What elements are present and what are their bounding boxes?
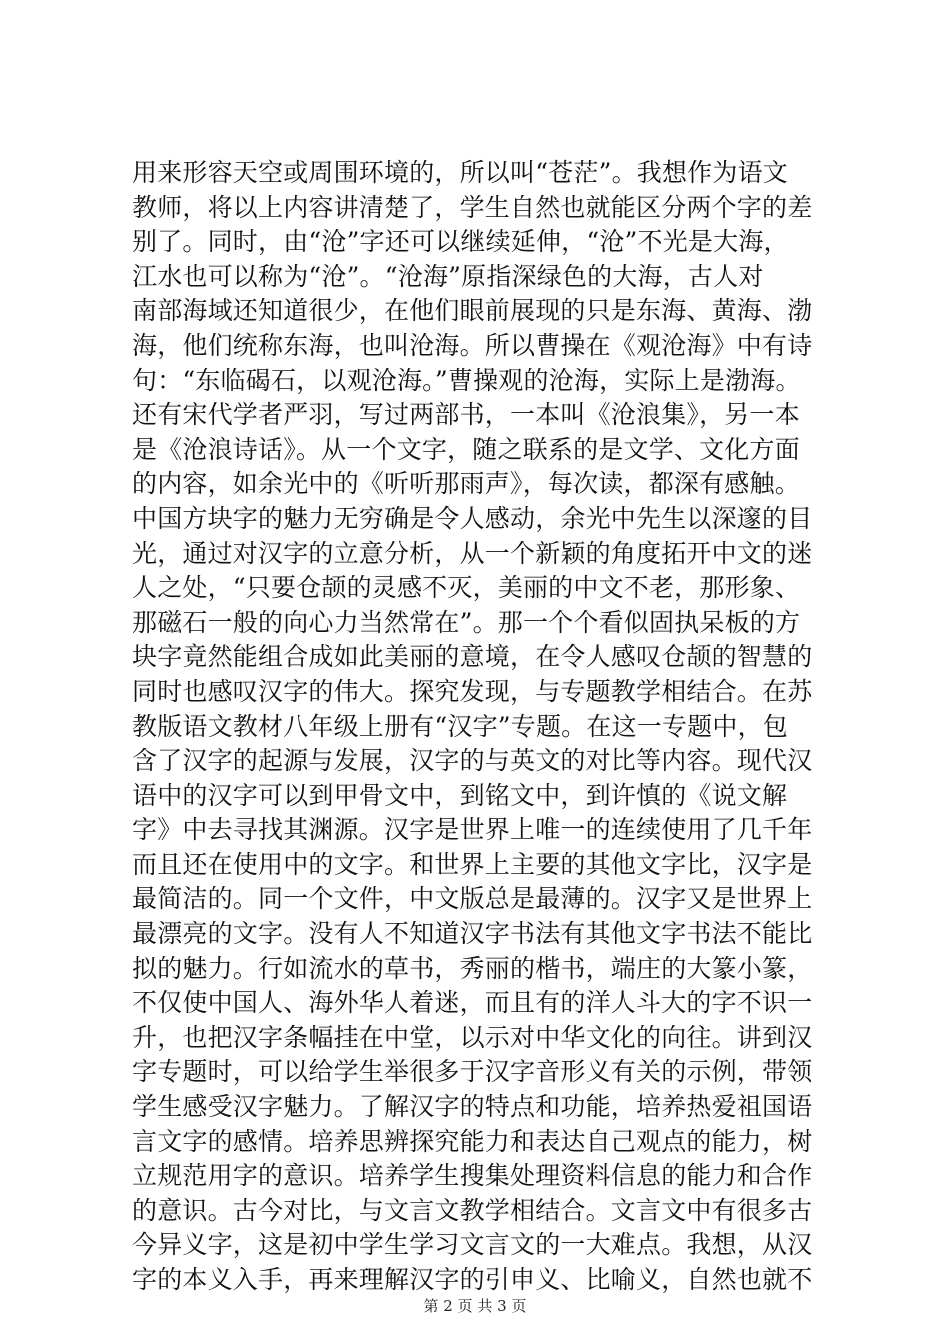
text-line: 最漂亮的文字。没有人不知道汉字书法有其他文字书法不能比 — [132, 919, 813, 949]
text-line: 光，通过对汉字的立意分析，从一个新颖的角度拓开中文的迷 — [132, 538, 813, 568]
text-line: 立规范用字的意识。培养学生搜集处理资料信息的能力和合作 — [132, 1161, 813, 1191]
body-text — [132, 156, 832, 1298]
text-line: 人之处，“只要仓颉的灵感不灭，美丽的中文不老，那形象、 — [132, 573, 801, 603]
text-line: 教版语文教材八年级上册有“汉字”专题。在这一专题中，包 — [132, 711, 788, 741]
text-line: 最简洁的。同一个文件，中文版总是最薄的。汉字又是世界上 — [132, 884, 813, 914]
text-line: 言文字的感情。培养思辨探究能力和表达自己观点的能力，树 — [132, 1126, 813, 1156]
text-line: 字的本义入手，再来理解汉字的引申义、比喻义，自然也就不 — [132, 1265, 813, 1294]
text-line: 语中的汉字可以到甲骨文中，到铭文中，到许慎的《说文解 — [132, 780, 788, 810]
text-line: 含了汉字的起源与发展，汉字的与英文的对比等内容。现代汉 — [132, 746, 813, 776]
text-line: 用来形容天空或周围环境的，所以叫“苍茫”。我想作为语文 — [132, 158, 788, 187]
text-line: 是《沧浪诗话》。从一个文字，随之联系的是文学、文化方面 — [132, 434, 800, 464]
text-line: 句：“东临碣石，以观沧海。”曹操观的沧海，实际上是渤海。 — [132, 365, 801, 395]
text-line: 别了。同时，由“沧”字还可以继续延伸，“沧”不光是大海， — [132, 227, 789, 257]
text-line: 字专题时，可以给学生举很多于汉字音形义有关的示例，带领 — [132, 1057, 813, 1087]
text-line: 字》中去寻找其渊源。汉字是世界上唯一的连续使用了几千年 — [132, 815, 813, 845]
text-line: 学生感受汉字魅力。了解汉字的特点和功能，培养热爱祖国语 — [132, 1092, 813, 1122]
text-line: 而且还在使用中的文字。和世界上主要的其他文字比，汉字是 — [132, 849, 813, 879]
text-line: 同时也感叹汉字的伟大。探究发现，与专题教学相结合。在苏 — [132, 676, 813, 706]
text-line: 那磁石一般的向心力当然常在”。那一个个看似固执呆板的方 — [132, 607, 801, 637]
text-line: 今异义字，这是初中学生学习文言文的一大难点。我想，从汉 — [132, 1230, 813, 1260]
text-line: 的内容，如余光中的《听听那雨声》，每次读，都深有感触。 — [132, 469, 800, 499]
text-line: 的意识。古今对比，与文言文教学相结合。文言文中有很多古 — [132, 1195, 813, 1225]
text-line: 块字竟然能组合成如此美丽的意境，在令人感叹仓颉的智慧的 — [132, 642, 813, 672]
page-footer: 第 2 页 共 3 页 — [423, 1297, 527, 1315]
text-line: 海，他们统称东海，也叫沧海。所以曹操在《观沧海》中有诗 — [132, 330, 813, 360]
text-line: 中国方块字的魅力无穷确是令人感动，余光中先生以深邃的目 — [132, 503, 813, 533]
text-line: 还有宋代学者严羽，写过两部书，一本叫《沧浪集》，另一本 — [132, 400, 800, 430]
text-line: 升，也把汉字条幅挂在中堂，以示对中华文化的向往。讲到汉 — [132, 1022, 813, 1052]
text-line: 南部海域还知道很少，在他们眼前展现的只是东海、黄海、渤 — [132, 296, 813, 326]
text-line: 拟的魅力。行如流水的草书，秀丽的楷书，端庄的大篆小篆， — [132, 953, 813, 983]
text-line: 不仅使中国人、海外华人着迷，而且有的洋人斗大的字不识一 — [132, 988, 813, 1018]
text-line: 教师，将以上内容讲清楚了，学生自然也就能区分两个字的差 — [132, 192, 813, 222]
text-line: 江水也可以称为“沧”。“沧海”原指深绿色的大海，古人对 — [132, 261, 764, 291]
